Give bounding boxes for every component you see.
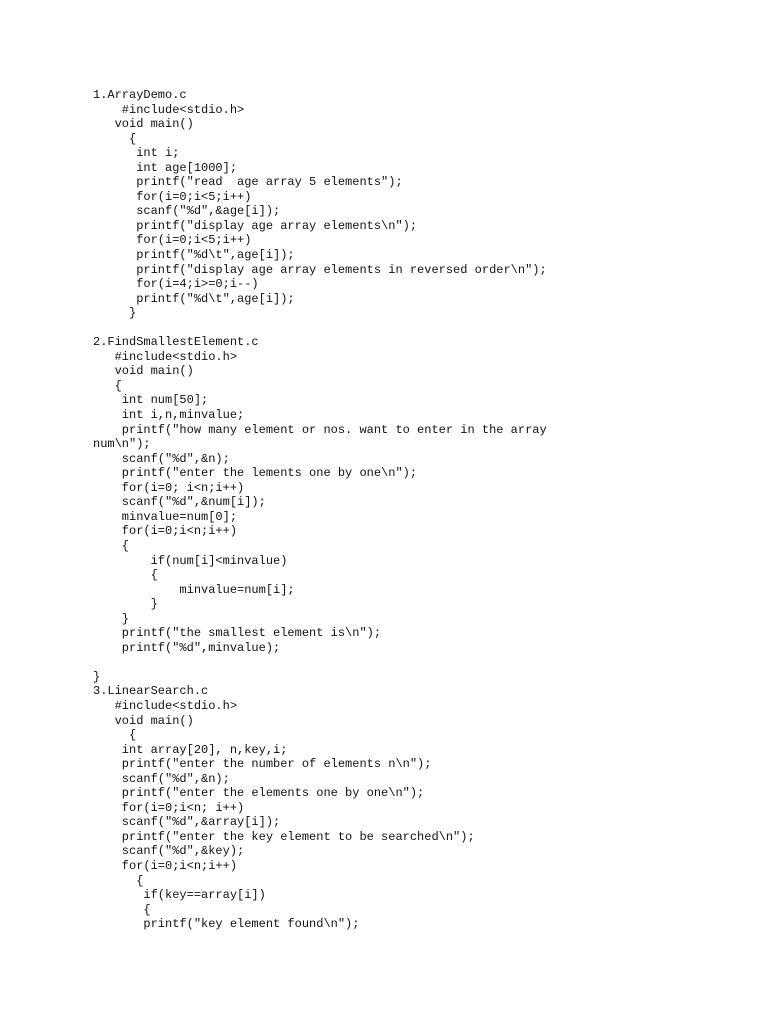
code-line: printf("display age array elements in reversed order\n"); bbox=[93, 262, 547, 277]
code-line: printf("%d",minvalue); bbox=[93, 640, 281, 655]
code-line: minvalue=num[i]; bbox=[93, 582, 295, 597]
code-section bbox=[93, 88, 733, 335]
code-section bbox=[93, 335, 733, 684]
code-line: if(key==array[i]) bbox=[93, 888, 266, 903]
code-line: { bbox=[93, 131, 137, 146]
code-line: for(i=0;i<n; i++) bbox=[93, 800, 245, 815]
code-line: for(i=0;i<n;i++) bbox=[93, 524, 238, 539]
code-section bbox=[93, 684, 733, 931]
code-line: printf("enter the elements one by one\n"); bbox=[93, 786, 425, 801]
code-line: num\n"); bbox=[93, 437, 151, 452]
code-line: { bbox=[93, 902, 151, 917]
code-line: printf("read age array 5 elements"); bbox=[93, 175, 403, 190]
code-line: int i; bbox=[93, 146, 180, 161]
section-title: 3.LinearSearch.c bbox=[93, 684, 209, 699]
code-line: if(num[i]<minvalue) bbox=[93, 553, 288, 568]
code-line: { bbox=[93, 538, 130, 553]
code-line: } bbox=[93, 611, 130, 626]
code-line: } bbox=[93, 597, 158, 612]
code-line: int age[1000]; bbox=[93, 160, 238, 175]
code-line: printf("key element found\n"); bbox=[93, 917, 360, 932]
code-line: for(i=0;i<n;i++) bbox=[93, 858, 238, 873]
code-line: for(i=0;i<5;i++) bbox=[93, 189, 252, 204]
code-line: printf("enter the key element to be searched\n"); bbox=[93, 829, 475, 844]
code-line: { bbox=[93, 873, 144, 888]
section-title: 2.FindSmallestElement.c bbox=[93, 335, 259, 350]
code-line: int num[50]; bbox=[93, 393, 209, 408]
code-line: scanf("%d",&age[i]); bbox=[93, 204, 281, 219]
code-line: for(i=0; i<n;i++) bbox=[93, 480, 245, 495]
code-line: printf("%d\t",age[i]); bbox=[93, 291, 295, 306]
code-line: { bbox=[93, 378, 122, 393]
code-line: void main() bbox=[93, 117, 194, 132]
code-line: printf("the smallest element is\n"); bbox=[93, 626, 382, 641]
code-line: void main() bbox=[93, 364, 194, 379]
code-line: #include<stdio.h> bbox=[93, 102, 245, 117]
code-line: { bbox=[93, 728, 137, 743]
code-line: scanf("%d",&key); bbox=[93, 844, 245, 859]
code-line: scanf("%d",&num[i]); bbox=[93, 495, 266, 510]
code-line: int array[20], n,key,i; bbox=[93, 742, 288, 757]
code-line: #include<stdio.h> bbox=[93, 349, 238, 364]
code-line: scanf("%d",&n); bbox=[93, 451, 230, 466]
code-line: #include<stdio.h> bbox=[93, 698, 238, 713]
code-listing bbox=[93, 88, 733, 932]
code-line: { bbox=[93, 568, 158, 583]
section-title: 1.ArrayDemo.c bbox=[93, 88, 187, 102]
code-line: int i,n,minvalue; bbox=[93, 408, 245, 423]
code-line: } bbox=[93, 669, 101, 684]
code-line: for(i=0;i<5;i++) bbox=[93, 233, 252, 248]
code-line: printf("%d\t",age[i]); bbox=[93, 248, 295, 263]
code-line: scanf("%d",&array[i]); bbox=[93, 815, 281, 830]
code-line: void main() bbox=[93, 713, 194, 728]
code-line bbox=[93, 655, 733, 670]
code-line: printf("enter the number of elements n\n"); bbox=[93, 757, 432, 772]
code-line: printf("display age array elements\n"); bbox=[93, 218, 418, 233]
code-line: } bbox=[93, 306, 137, 321]
code-line: scanf("%d",&n); bbox=[93, 771, 230, 786]
code-line: printf("how many element or nos. want to enter in the array bbox=[93, 422, 547, 437]
code-line bbox=[93, 321, 733, 336]
code-line: minvalue=num[0]; bbox=[93, 509, 238, 524]
code-line: for(i=4;i>=0;i--) bbox=[93, 277, 259, 292]
code-line: printf("enter the lements one by one\n"); bbox=[93, 466, 418, 481]
